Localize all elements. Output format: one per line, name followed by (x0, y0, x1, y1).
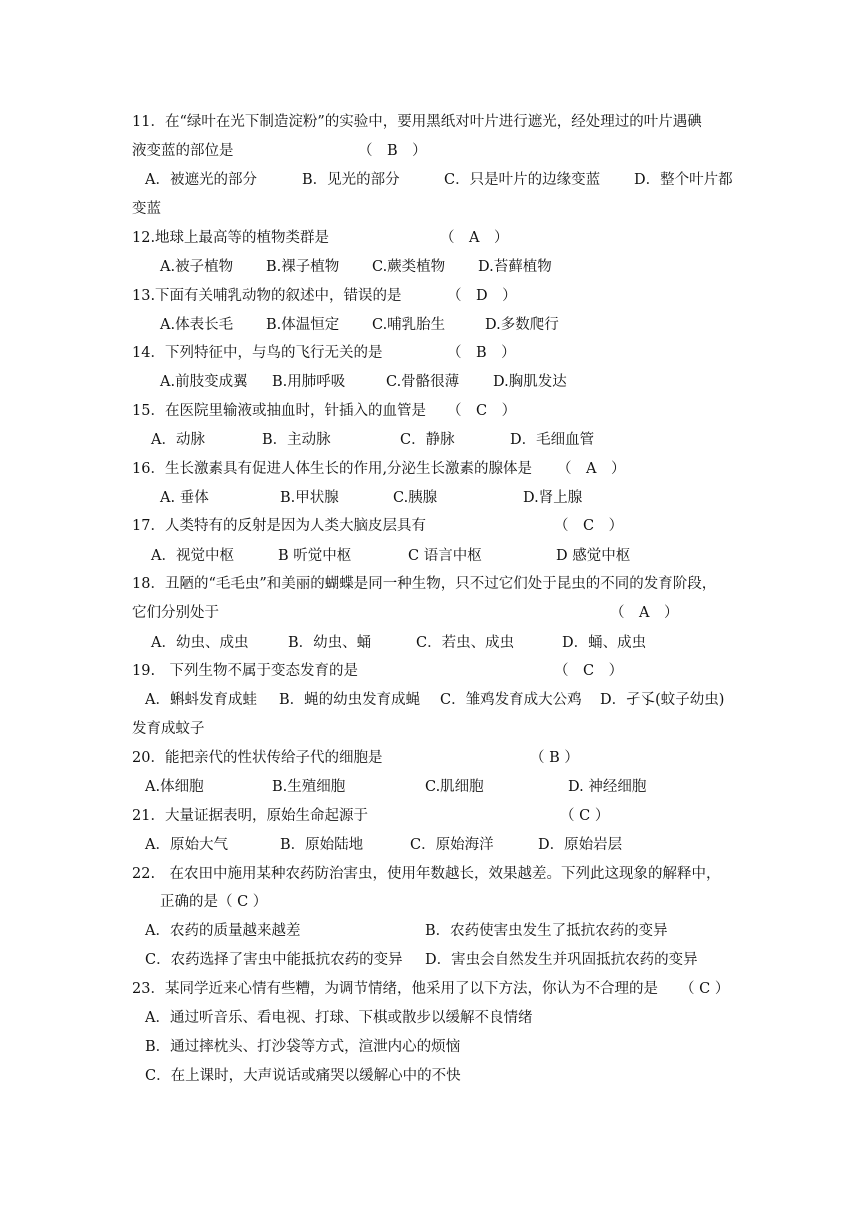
question-17-option-a: A．视觉中枢 (151, 548, 234, 564)
question-13-stem: 13.下面有关哺乳动物的叙述中，错误的是 (132, 288, 402, 304)
question-21-option-b: B．原始陆地 (280, 837, 364, 853)
question-12-stem: 12.地球上最高等的植物类群是 (132, 230, 330, 246)
question-11-continuation: 变蓝 (132, 201, 161, 217)
question-15-option-d: D．毛细血管 (510, 432, 595, 448)
question-20-option-c: C.肌细胞 (425, 779, 484, 795)
question-12-option-a: A.被子植物 (160, 259, 234, 275)
question-19-stem: 19. 下列生物不属于变态发育的是 (132, 663, 359, 679)
question-17-option-b: B 听觉中枢 (278, 548, 352, 564)
question-16-option-c: C.胰腺 (393, 490, 438, 506)
question-12-option-b: B.裸子植物 (266, 259, 340, 275)
question-20-option-b: B.生殖细胞 (272, 779, 346, 795)
question-14-answer: （ B ） (447, 345, 516, 361)
question-16-option-d: D.肾上腺 (523, 490, 583, 506)
question-20-answer: （ B ） (530, 750, 579, 766)
question-14-option-a: A.前肢变成翼 (160, 374, 248, 390)
question-16-stem: 16．生长激素具有促进人体生长的作用,分泌生长激素的腺体是 (132, 461, 533, 477)
question-18-option-c: C．若虫、成虫 (416, 635, 515, 651)
question-22-option-d: D．害虫会自然发生并巩固抵抗农药的变异 (425, 952, 698, 968)
question-19-option-a: A．蝌蚪发育成蛙 (145, 692, 257, 708)
question-23-answer: （ C ） (680, 981, 730, 997)
question-11-line-2: 液变蓝的部位是 (132, 143, 234, 159)
question-16-answer: （ A ） (557, 461, 626, 477)
question-17-answer: （ C ） (554, 518, 624, 534)
question-18-option-a: A．幼虫、成虫 (151, 635, 249, 651)
question-11-option-a: A．被遮光的部分 (145, 172, 257, 188)
question-20-option-a: A.体细胞 (145, 779, 204, 795)
question-22-option-b: B．农药使害虫发生了抵抗农药的变异 (425, 923, 668, 939)
question-16-option-a: A. 垂体 (160, 490, 209, 506)
question-15-option-a: A．动脉 (151, 432, 205, 448)
question-23-option-c: C．在上课时，大声说话或痛哭以缓解心中的不快 (145, 1068, 461, 1084)
question-11-option-d: D．整个叶片都 (634, 172, 733, 188)
question-13-answer: （ D ） (447, 288, 517, 304)
question-14-option-d: D.胸肌发达 (493, 374, 567, 390)
question-18-line-2: 它们分别处于 (132, 605, 219, 621)
question-15-option-b: B．主动脉 (262, 432, 331, 448)
question-23-option-b: B．通过摔枕头、打沙袋等方式，渲泄内心的烦恼 (145, 1039, 461, 1055)
question-14-stem: 14．下列特征中，与鸟的飞行无关的是 (132, 345, 383, 361)
question-19-continuation: 发育成蚊子 (132, 721, 205, 737)
question-13-option-a: A.体表长毛 (160, 317, 234, 333)
question-21-stem: 21．大量证据表明，原始生命起源于 (132, 808, 368, 824)
question-15-answer: （ C ） (447, 403, 517, 419)
question-17-stem: 17．人类特有的反射是因为人类大脑皮层具有 (132, 518, 426, 534)
question-19-answer: （ C ） (554, 663, 624, 679)
question-18-line-1: 18．丑陋的“毛毛虫”和美丽的蝴蝶是同一种生物，只不过它们处于昆虫的不同的发育阶段， (132, 576, 717, 592)
question-22-line-2: 正确的是（ C ） (160, 894, 268, 910)
question-14-option-b: B.用肺呼吸 (272, 374, 346, 390)
question-19-option-b: B．蝇的幼虫发育成蝇 (279, 692, 421, 708)
question-20-option-d: D. 神经细胞 (568, 779, 647, 795)
question-18-option-b: B．幼虫、蛹 (288, 635, 372, 651)
question-16-option-b: B.甲状腺 (280, 490, 339, 506)
question-12-answer: （ A ） (440, 230, 509, 246)
question-12-option-c: C.蕨类植物 (372, 259, 446, 275)
question-13-option-c: C.哺乳胎生 (372, 317, 446, 333)
question-21-option-d: D．原始岩层 (538, 837, 623, 853)
question-22-line-1: 22. 在农田中施用某种农药防治害虫，使用年数越长，效果越差。下列此这现象的解释中， (132, 866, 721, 882)
question-23-option-a: A．通过听音乐、看电视、打球、下棋或散步以缓解不良情绪 (145, 1010, 533, 1026)
question-22-option-a: A．农药的质量越来越差 (145, 923, 301, 939)
question-15-option-c: C．静脉 (400, 432, 455, 448)
question-19-option-c: C．雏鸡发育成大公鸡 (440, 692, 582, 708)
question-23-stem: 23．某同学近来心情有些糟，为调节情绪，他采用了以下方法，你认为不合理的是 (132, 981, 658, 997)
question-21-answer: （ C ） (560, 808, 610, 824)
question-22-option-c: C．农药选择了害虫中能抵抗农药的变异 (145, 952, 403, 968)
question-14-option-c: C.骨骼很薄 (386, 374, 460, 390)
question-21-option-a: A．原始大气 (145, 837, 228, 853)
question-20-stem: 20．能把亲代的性状传给子代的细胞是 (132, 750, 383, 766)
question-21-option-c: C．原始海洋 (410, 837, 494, 853)
question-11-option-b: B．见光的部分 (302, 172, 400, 188)
question-15-stem: 15．在医院里输液或抽血时，针插入的血管是 (132, 403, 426, 419)
question-18-answer: （ A ） (610, 605, 679, 621)
question-17-option-d: D 感觉中枢 (556, 548, 631, 564)
question-13-option-b: B.体温恒定 (266, 317, 340, 333)
question-11-line-1: 11．在“绿叶在光下制造淀粉”的实验中，要用黑纸对叶片进行遮光，经处理过的叶片遇碘 (132, 114, 702, 130)
question-12-option-d: D.苔藓植物 (478, 259, 552, 275)
question-18-option-d: D．蛹、成虫 (562, 635, 647, 651)
question-11-option-c: C．只是叶片的边缘变蓝 (444, 172, 601, 188)
question-19-option-d: D．孑孓(蚊子幼虫) (600, 692, 725, 708)
question-13-option-d: D.多数爬行 (485, 317, 559, 333)
question-11-answer: （ B ） (358, 143, 427, 159)
question-17-option-c: C 语言中枢 (408, 548, 482, 564)
